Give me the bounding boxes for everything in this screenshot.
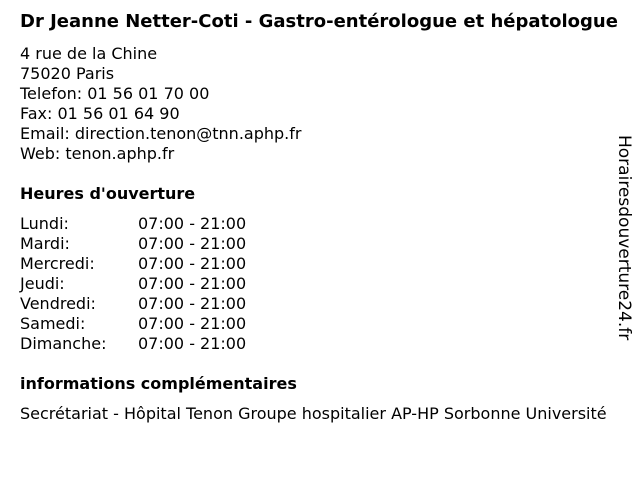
street-address: 4 rue de la Chine — [20, 44, 158, 63]
hours-row-friday — [20, 294, 632, 314]
business-card — [20, 12, 632, 424]
time-range: 07:00 - 21:00 — [138, 334, 247, 353]
email-address: Email: direction.tenon@tnn.aphp.fr — [20, 124, 302, 143]
page-title: Dr Jeanne Netter-Coti - Gastro-entérologue et hépatologue — [20, 11, 618, 32]
time-range: 07:00 - 21:00 — [138, 314, 247, 333]
brand-watermark: Horairesdouverture24.fr — [614, 135, 634, 341]
opening-hours-heading: Heures d'ouverture — [20, 184, 196, 203]
day-label: Samedi: — [20, 314, 86, 333]
opening-hours-table — [20, 214, 632, 354]
fax-number: Fax: 01 56 01 64 90 — [20, 104, 180, 123]
hours-row-sunday — [20, 334, 632, 354]
additional-info-text: Secrétariat - Hôpital Tenon Groupe hospitalier AP-HP Sorbonne Université — [20, 404, 607, 423]
address-block — [20, 44, 632, 164]
day-label: Jeudi: — [20, 274, 65, 293]
city-postal: 75020 Paris — [20, 64, 115, 83]
hours-row-thursday — [20, 274, 632, 294]
time-range: 07:00 - 21:00 — [138, 254, 247, 273]
hours-row-wednesday — [20, 254, 632, 274]
hours-row-monday — [20, 214, 632, 234]
phone-number: Telefon: 01 56 01 70 00 — [20, 84, 210, 103]
time-range: 07:00 - 21:00 — [138, 234, 247, 253]
day-label: Mardi: — [20, 234, 70, 253]
hours-row-saturday — [20, 314, 632, 334]
time-range: 07:00 - 21:00 — [138, 274, 247, 293]
website: Web: tenon.aphp.fr — [20, 144, 175, 163]
additional-info-heading: informations complémentaires — [20, 374, 297, 393]
day-label: Vendredi: — [20, 294, 96, 313]
time-range: 07:00 - 21:00 — [138, 294, 247, 313]
day-label: Lundi: — [20, 214, 69, 233]
day-label: Dimanche: — [20, 334, 107, 353]
time-range: 07:00 - 21:00 — [138, 214, 247, 233]
day-label: Mercredi: — [20, 254, 95, 273]
hours-row-tuesday — [20, 234, 632, 254]
